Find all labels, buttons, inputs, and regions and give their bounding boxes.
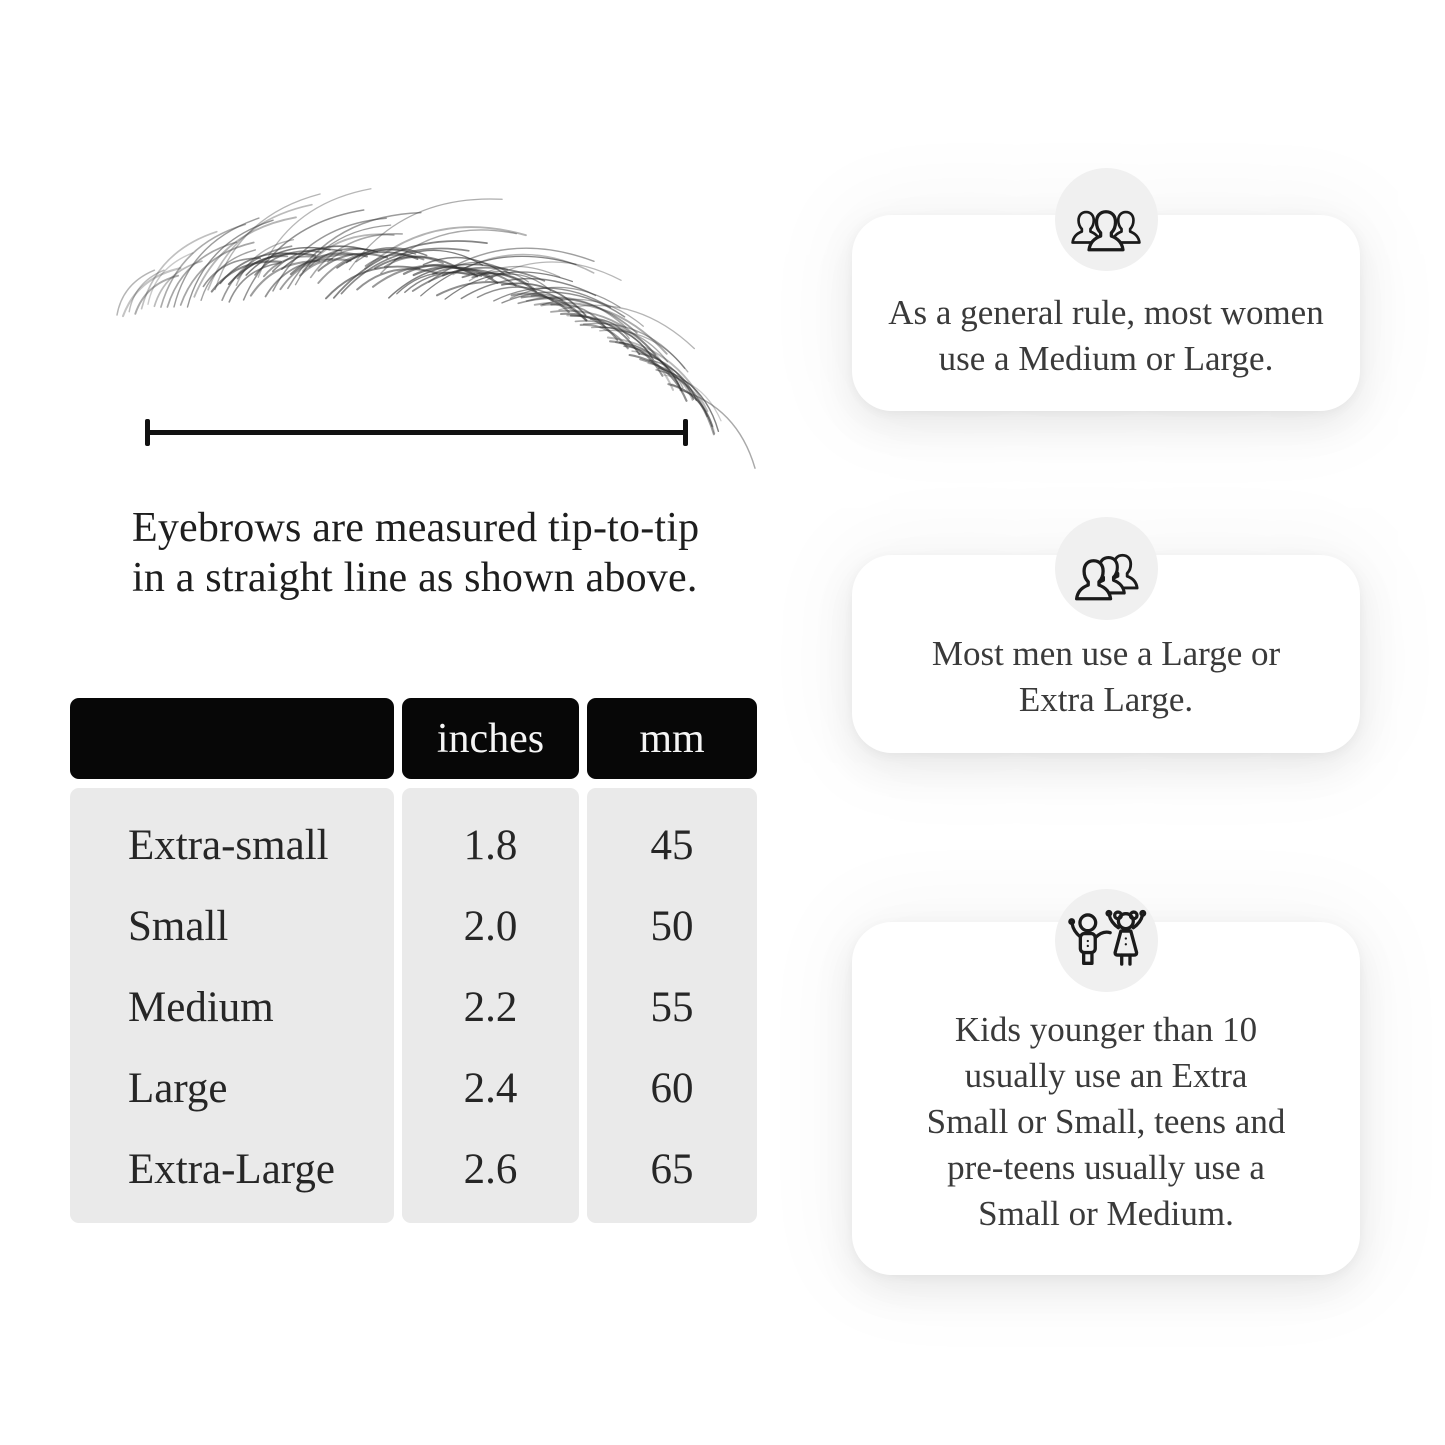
table-cell-inches: 1.8 [463, 822, 518, 869]
icon-circle [1055, 168, 1158, 271]
card-text-line: usually use an Extra [964, 1055, 1248, 1095]
table-row-label: Medium [128, 984, 274, 1031]
table-row-label: Extra-small [128, 822, 329, 869]
table-cell-inches: 2.4 [463, 1065, 518, 1112]
header-cell-inches: inches [402, 698, 579, 779]
figure-caption-line1: Eyebrows are measured tip-to-tip [132, 505, 700, 551]
card-text-line: pre-teens usually use a [947, 1147, 1265, 1187]
header-cell-mm: mm [587, 698, 757, 779]
inches-column [402, 788, 579, 1223]
card-text-line: Extra Large. [1018, 680, 1194, 719]
men-group-icon [1063, 526, 1149, 612]
tip-card-men [852, 555, 1360, 753]
table-row-label: Small [128, 903, 229, 950]
measure-bar [145, 430, 688, 435]
mm-column [587, 788, 757, 1223]
icon-circle [1055, 889, 1158, 992]
card-text-line: Most men use a Large or [931, 634, 1281, 673]
table-row-label: Large [128, 1065, 228, 1112]
table-cell-inches: 2.2 [463, 984, 518, 1031]
figure-caption-line2: in a straight line as shown above. [132, 555, 698, 601]
size-table-body [70, 788, 757, 1223]
card-text-line: Small or Small, teens and [926, 1101, 1286, 1141]
size-column [70, 788, 394, 1223]
measurement-line [145, 419, 688, 446]
table-cell-mm: 50 [650, 903, 694, 950]
table-cell-mm: 45 [650, 822, 694, 869]
table-cell-inches: 2.0 [463, 903, 518, 950]
measure-endcap-right [683, 419, 688, 446]
table-row-label: Extra-Large [128, 1146, 335, 1193]
table-cell-mm: 65 [650, 1146, 694, 1193]
table-cell-mm: 55 [650, 984, 694, 1031]
card-text-line: use a Medium or Large. [938, 339, 1274, 378]
eyebrow-illustration [105, 228, 725, 428]
card-text-line: Kids younger than 10 [954, 1009, 1258, 1049]
card-text-line: Small or Medium. [978, 1193, 1234, 1233]
tip-card-women [852, 215, 1360, 411]
icon-circle [1055, 517, 1158, 620]
card-text-line: As a general rule, most women [888, 293, 1324, 332]
table-cell-mm: 60 [650, 1065, 694, 1112]
tip-card-kids [852, 922, 1360, 1275]
size-table [70, 698, 757, 1223]
figure-caption [132, 503, 699, 603]
size-table-header [70, 698, 757, 779]
table-cell-inches: 2.6 [463, 1146, 518, 1193]
kids-icon [1063, 898, 1149, 984]
header-cell-size [70, 698, 394, 779]
women-group-icon [1063, 177, 1149, 263]
